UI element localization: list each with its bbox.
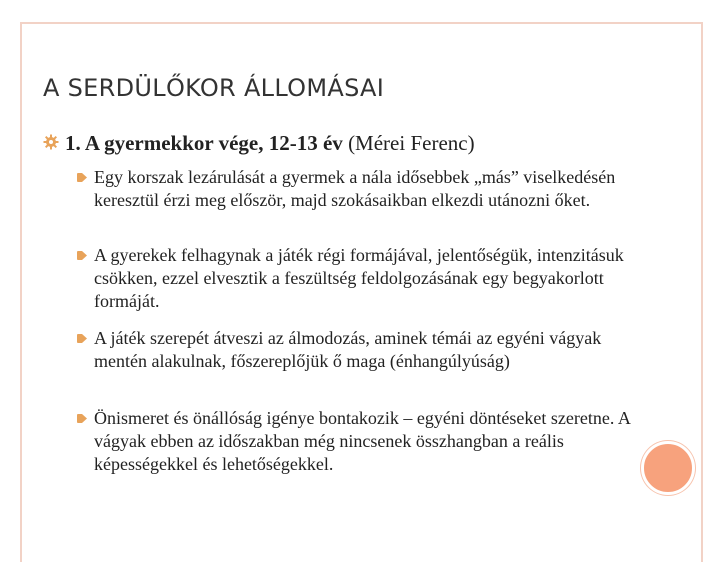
arrow-pointer-icon	[76, 172, 88, 183]
main-bullet-text	[65, 131, 475, 156]
sub-bullet-item	[76, 407, 636, 476]
sub-bullet-text: Önismeret és önállóság igénye bontakozik – egyéni döntéseket szeretne. A vágyak ebben az időszakban még nincsenek összhangban a reális képességekkel és lehetőségekkel.	[94, 408, 630, 474]
sub-bullet-text: A játék szerepét átveszi az álmodozás, aminek témái az egyéni vágyak mentén alakulnak, főszereplőjük ő maga (énhangúlyúság)	[94, 328, 602, 371]
slide-title: A SERDÜLŐKOR ÁLLOMÁSAI	[43, 74, 385, 102]
sub-bullet-item	[76, 166, 636, 212]
sub-bullet-item	[76, 327, 636, 373]
decorative-circle	[641, 441, 695, 495]
main-bullet-author: (Mérei Ferenc)	[342, 131, 475, 155]
sub-bullet-text: A gyerekek felhagynak a játék régi formájával, jelentőségük, intenzitásuk csökken, ezzel elvesztik a feszültség feldolgozásának egy begyakorlott formáját.	[94, 245, 624, 311]
arrow-pointer-icon	[76, 333, 88, 344]
sub-bullet-item	[76, 244, 636, 313]
arrow-pointer-icon	[76, 250, 88, 261]
main-bullet-heading: 1. A gyermekkor vége, 12-13 év	[65, 131, 343, 155]
gear-icon	[43, 134, 59, 150]
sub-bullet-text: Egy korszak lezárulását a gyermek a nála idősebbek „más” viselkedésén keresztül érzi meg először, majd szokásaikban elkezdi utánozni őket.	[94, 167, 616, 210]
arrow-pointer-icon	[76, 413, 88, 424]
